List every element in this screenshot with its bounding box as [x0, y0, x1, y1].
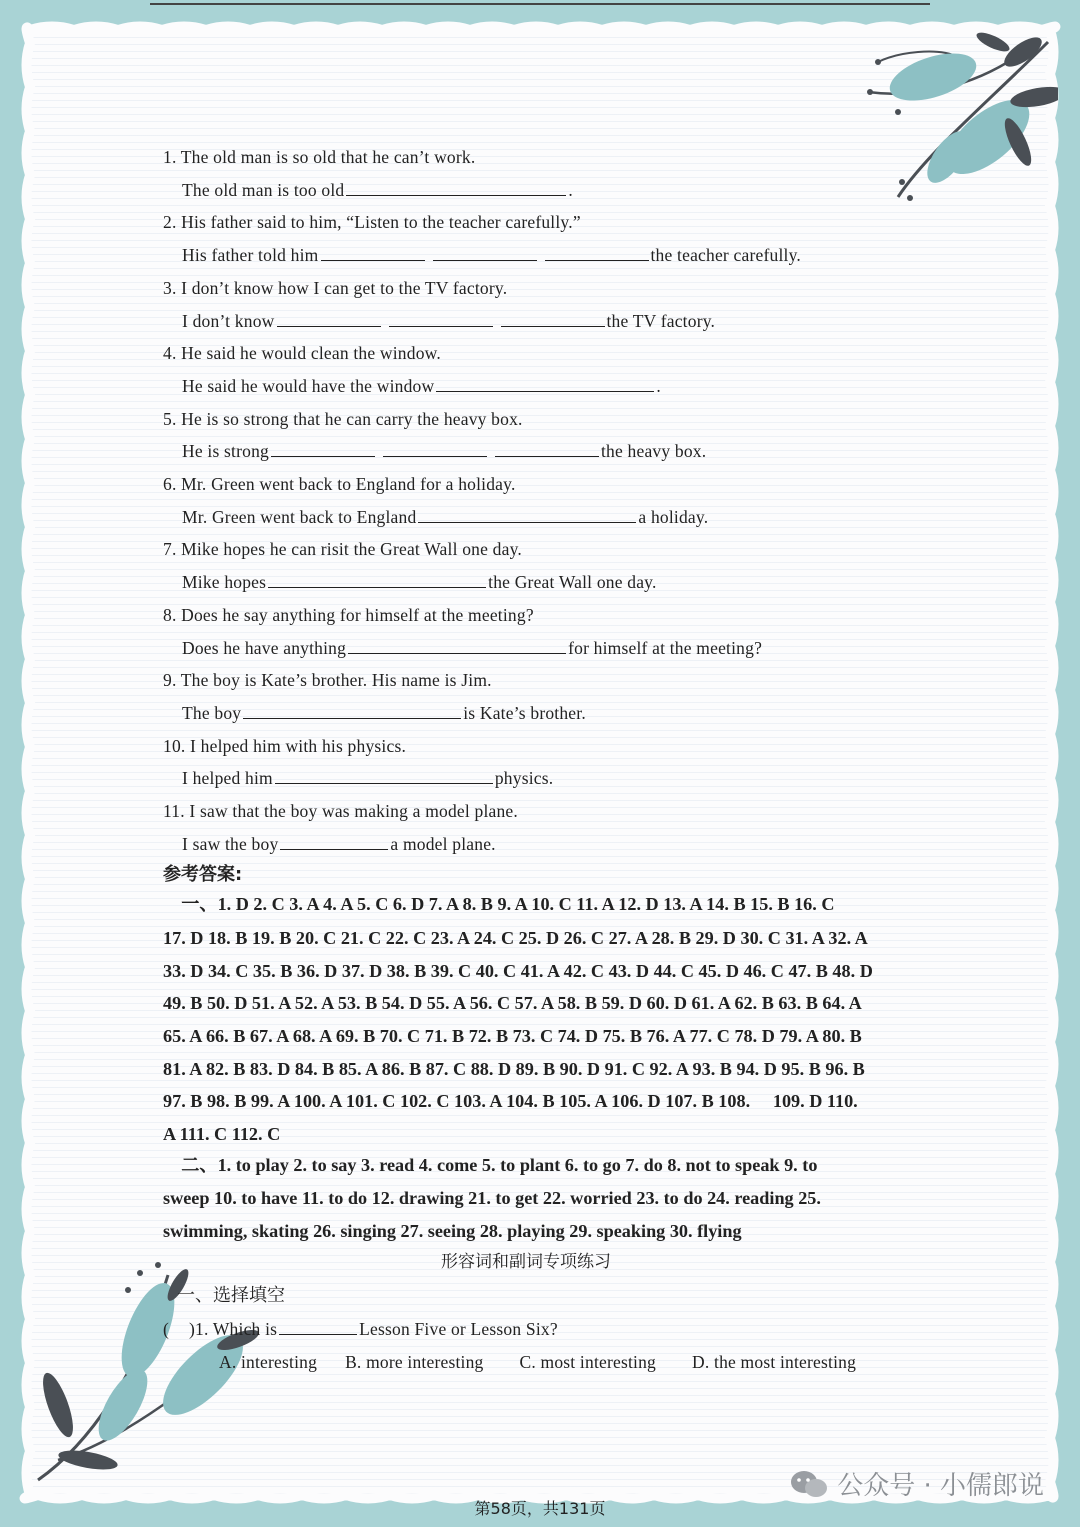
- sentence-text: 3. I don’t know how I can get to the TV factory.: [163, 277, 508, 298]
- exercise-rewrite: [182, 636, 762, 660]
- exercise-sentence: [163, 210, 581, 234]
- exercise-rewrite: [182, 505, 708, 529]
- answer-line: 二、1. to play 2. to say 3. read 4. come 5. to plant 6. to go 7. do 8. not to speak 9. to: [163, 1155, 818, 1175]
- page-footer: 第58页，共131页: [474, 1499, 606, 1518]
- fill-blank[interactable]: [280, 833, 388, 850]
- sentence-text: 9. The boy is Kate’s brother. His name is Jim.: [163, 670, 492, 691]
- fill-blank[interactable]: [545, 244, 649, 261]
- fill-blank[interactable]: [418, 506, 636, 523]
- answer-line: 65. A 66. B 67. A 68. A 69. B 70. C 71. B 72. B 73. C 74. D 75. B 76. A 77. C 78. D 79. A 80. B: [163, 1026, 862, 1046]
- sentence-text: 8. Does he say anything for himself at the meeting?: [163, 604, 534, 625]
- rewrite-suffix: the teacher carefully.: [650, 245, 801, 266]
- exercise-sentence: [163, 734, 406, 758]
- exercise-rewrite: [182, 766, 553, 790]
- exercise-rewrite: [182, 243, 801, 267]
- section-label: 一、选择填空: [177, 1285, 285, 1306]
- answer-line: sweep 10. to have 11. to do 12. drawing 21. to get 22. worried 23. to do 24. reading 25.: [163, 1188, 821, 1208]
- answer-line: 49. B 50. D 51. A 52. A 53. B 54. D 55. A 56. C 57. A 58. B 59. D 60. D 61. A 62. B 63. B 64. A: [163, 993, 862, 1013]
- rewrite-suffix: the Great Wall one day.: [488, 572, 657, 593]
- answer-line: 97. B 98. B 99. A 100. A 101. C 102. C 103. A 104. B 105. A 106. D 107. B 108. 109. D 110.: [163, 1091, 858, 1111]
- wechat-icon: [789, 1469, 829, 1499]
- exercise-rewrite: [182, 374, 661, 398]
- option-b: B. more interesting: [345, 1352, 484, 1372]
- answers-label: 参考答案:: [163, 864, 243, 885]
- rewrite-prefix: Mike hopes: [182, 572, 267, 593]
- exercise-sentence: [163, 603, 534, 627]
- fill-blank[interactable]: [346, 179, 566, 196]
- rewrite-suffix: a model plane.: [390, 833, 496, 854]
- rewrite-suffix: for himself at the meeting?: [568, 637, 763, 658]
- rewrite-suffix: physics.: [494, 768, 554, 789]
- question-tail: Lesson Five or Lesson Six?: [359, 1319, 558, 1339]
- options-line: [219, 1350, 856, 1374]
- fill-blank[interactable]: [271, 440, 375, 457]
- rewrite-prefix: I helped him: [182, 768, 273, 789]
- exercise-sentence: [163, 472, 516, 496]
- rewrite-prefix: The old man is too old: [182, 179, 345, 200]
- section-title: 形容词和副词专项练习: [441, 1252, 611, 1272]
- rewrite-prefix: I don’t know: [182, 310, 275, 331]
- sentence-text: 5. He is so strong that he can carry the heavy box.: [163, 408, 523, 429]
- answer-blank[interactable]: [279, 1318, 357, 1335]
- fill-blank[interactable]: [348, 637, 566, 654]
- sentence-text: 10. I helped him with his physics.: [163, 735, 407, 756]
- fill-blank[interactable]: [321, 244, 425, 261]
- rewrite-suffix: .: [568, 179, 573, 200]
- exercise-sentence: [163, 537, 522, 561]
- question-line: [163, 1317, 558, 1341]
- fill-blank[interactable]: [383, 440, 487, 457]
- sentence-text: 2. His father said to him, “Listen to the teacher carefully.”: [163, 212, 581, 233]
- fill-blank[interactable]: [268, 571, 486, 588]
- sentence-text: 7. Mike hopes he can risit the Great Wall one day.: [163, 539, 522, 560]
- exercise-rewrite: [182, 439, 706, 463]
- exercise-rewrite: [182, 309, 715, 333]
- answer-line: 33. D 34. C 35. B 36. D 37. D 38. B 39. C 40. C 41. A 42. C 43. D 44. C 45. D 46. C 47. B 48. D: [163, 961, 873, 981]
- fill-blank[interactable]: [495, 440, 599, 457]
- exercise-sentence: [163, 341, 441, 365]
- exercise-rewrite: [182, 570, 657, 594]
- answer-line: swimming, skating 26. singing 27. seeing 28. playing 29. speaking 30. flying: [163, 1221, 742, 1241]
- fill-blank[interactable]: [501, 310, 605, 327]
- rewrite-suffix: the TV factory.: [606, 310, 716, 331]
- exercise-sentence: [163, 799, 518, 823]
- answer-line: 一、1. D 2. C 3. A 4. A 5. C 6. D 7. A 8. B 9. A 10. C 11. A 12. D 13. A 14. B 15. B 16. C: [163, 894, 835, 914]
- fill-blank[interactable]: [433, 244, 537, 261]
- fill-blank[interactable]: [277, 310, 381, 327]
- option-c: C. most interesting: [519, 1352, 657, 1372]
- watermark-text: 公众号 · 小儒郎说: [837, 1471, 1044, 1501]
- fill-blank[interactable]: [436, 375, 654, 392]
- rewrite-suffix: .: [656, 375, 661, 396]
- option-d: D. the most interesting: [692, 1352, 857, 1372]
- answer-line: 81. A 82. B 83. D 84. B 85. A 86. B 87. C 88. D 89. B 90. D 91. C 92. A 93. B 94. D 95. B 96. B: [163, 1059, 865, 1079]
- rewrite-prefix: His father told him: [182, 245, 319, 266]
- exercise-sentence: [163, 668, 492, 692]
- question-stem: )1. Which is: [189, 1319, 278, 1339]
- answer-line: 17. D 18. B 19. B 20. C 21. C 22. C 23. A 24. C 25. D 26. C 27. A 28. B 29. D 30. C 31. A 32. A: [163, 928, 868, 948]
- option-a: A. interesting: [219, 1352, 318, 1372]
- sentence-text: 11. I saw that the boy was making a model plane.: [163, 801, 518, 821]
- fill-blank[interactable]: [243, 702, 461, 719]
- rewrite-suffix: is Kate’s brother.: [463, 702, 586, 723]
- rewrite-prefix: He is strong: [182, 441, 269, 462]
- sentence-text: 6. Mr. Green went back to England for a holiday.: [163, 474, 516, 494]
- exercise-sentence: [163, 407, 523, 431]
- rewrite-prefix: I saw the boy: [182, 833, 279, 854]
- exercise-rewrite: [182, 178, 573, 202]
- exercise-sentence: [163, 145, 475, 169]
- rewrite-prefix: He said he would have the window: [182, 375, 435, 396]
- rewrite-prefix: Does he have anything: [182, 637, 347, 658]
- exercise-rewrite: [182, 701, 586, 725]
- exercise-rewrite: [182, 832, 496, 856]
- exercise-sentence: [163, 276, 507, 300]
- fill-blank[interactable]: [389, 310, 493, 327]
- sentence-text: 1. The old man is so old that he can’t work.: [163, 147, 476, 167]
- answer-line: A 111. C 112. C: [163, 1124, 281, 1144]
- rewrite-suffix: the heavy box.: [600, 441, 707, 462]
- rewrite-prefix: Mr. Green went back to England: [182, 506, 417, 527]
- question-paren: (: [163, 1319, 170, 1339]
- floral-decoration-top-right-icon: [838, 22, 1058, 212]
- rewrite-suffix: a holiday.: [638, 506, 709, 527]
- rewrite-prefix: The boy: [182, 702, 242, 723]
- fill-blank[interactable]: [275, 767, 493, 784]
- sentence-text: 4. He said he would clean the window.: [163, 343, 441, 364]
